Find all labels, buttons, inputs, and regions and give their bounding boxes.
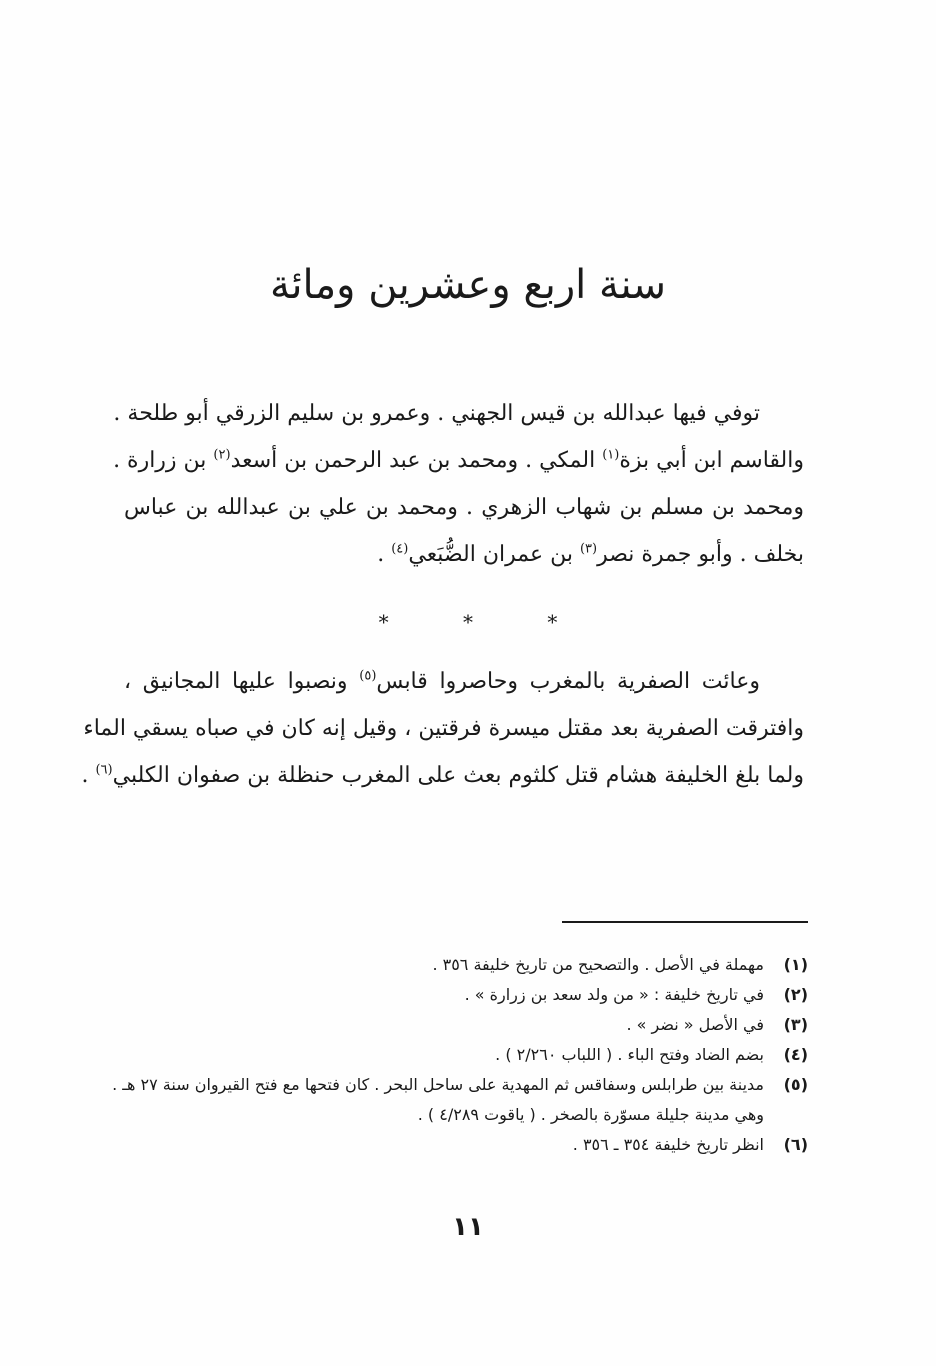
line-text: . — [81, 763, 96, 788]
paragraph-line — [124, 484, 804, 531]
footnote-item — [108, 950, 808, 980]
footnote-number: (٣) — [783, 1015, 808, 1034]
line-text: والقاسم ابن أبي بزة — [619, 448, 804, 473]
line-text: بن عمران الضُّبَعي — [408, 542, 580, 567]
footnote-ref[interactable]: (٤) — [391, 541, 409, 557]
page-number: ١١ — [452, 1212, 484, 1242]
footnote-ref[interactable]: (٥) — [359, 668, 377, 684]
line-text: بن زرارة . — [113, 448, 214, 473]
page-title: سنة اربع وعشرين ومائة — [269, 262, 667, 308]
footnote-ref[interactable]: (٢) — [213, 447, 231, 463]
paragraph-line — [124, 658, 804, 705]
footnote-ref[interactable]: (٦) — [95, 762, 113, 778]
paragraph-line — [83, 705, 804, 752]
paragraph-line — [124, 531, 804, 578]
footnote-item — [108, 1070, 808, 1130]
footnote-line: مهملة في الأصل . والتصحيح من تاريخ خليفة ٣٥٦ . — [432, 955, 764, 974]
footnote-text — [108, 1040, 764, 1070]
footnote-number: (٦) — [783, 1135, 808, 1154]
footnote-item — [108, 980, 808, 1010]
footnote-number: (٥) — [783, 1075, 808, 1094]
footnote-line: بضم الضاد وفتح الباء . ( اللباب ٢/٢٦٠ ) . — [495, 1045, 764, 1064]
footnote-ref[interactable]: (٣) — [579, 541, 598, 557]
footnotes — [108, 950, 808, 1160]
section-separator: * * * — [378, 610, 592, 634]
line-text: ولما بلغ الخليفة هشام قتل كلثوم بعث على المغرب حنظلة بن صفوان الكلبي — [112, 763, 804, 788]
footnote-line: مدينة بين طرابلس وسفاقس ثم المهدية على ساحل البحر . كان فتحها مع فتح القيروان سنة ٢٧ هـ . — [112, 1075, 764, 1094]
line-text: وعائت الصفرية بالمغرب وحاصروا قابس — [376, 669, 760, 694]
footnote-number: (٤) — [783, 1045, 808, 1064]
footnote-text — [108, 1010, 764, 1040]
footnote-number: (٢) — [783, 985, 808, 1004]
footnote-text — [108, 1070, 764, 1130]
footnote-item — [108, 1130, 808, 1160]
paragraph-line — [81, 752, 804, 799]
line-text: توفي فيها عبدالله بن قيس الجهني . وعمرو بن سليم الزرقي أبو طلحة . — [113, 401, 760, 426]
footnote-line: في تاريخ خليفة : « من ولد سعد بن زرارة » . — [464, 985, 764, 1004]
line-text: . — [377, 542, 392, 567]
footnote-text — [108, 1130, 764, 1160]
footnote-line: انظر تاريخ خليفة ٣٥٤ ـ ٣٥٦ . — [572, 1135, 764, 1154]
paragraph-events — [81, 658, 804, 799]
footnote-item — [108, 1010, 808, 1040]
line-text: وافترقت الصفرية بعد مقتل ميسرة فرقتين ، وقيل إنه كان في صباه يسقي الماء — [83, 716, 804, 741]
line-text: ومحمد بن مسلم بن شهاب الزهري . ومحمد بن علي بن عبدالله بن عباس — [124, 495, 804, 520]
paragraph-line — [113, 437, 804, 484]
paragraph-deaths — [113, 390, 804, 578]
footnote-text — [108, 980, 764, 1010]
footnote-line: وهي مدينة جليلة مسوّرة بالصخر . ( ياقوت ٤/٢٨٩ ) . — [417, 1105, 764, 1124]
footnote-line: في الأصل « نضر » . — [626, 1015, 764, 1034]
footnote-number: (١) — [783, 955, 808, 974]
line-text: ونصبوا عليها المجانيق ، — [124, 669, 360, 694]
line-text: المكي . ومحمد بن عبد الرحمن بن أسعد — [230, 448, 603, 473]
footnote-item — [108, 1040, 808, 1070]
footnote-text — [108, 950, 764, 980]
paragraph-line — [113, 390, 804, 437]
footnote-ref[interactable]: (١) — [602, 447, 620, 463]
line-text: بخلف . وأبو جمرة نصر — [597, 542, 804, 567]
footnote-divider — [562, 921, 808, 923]
